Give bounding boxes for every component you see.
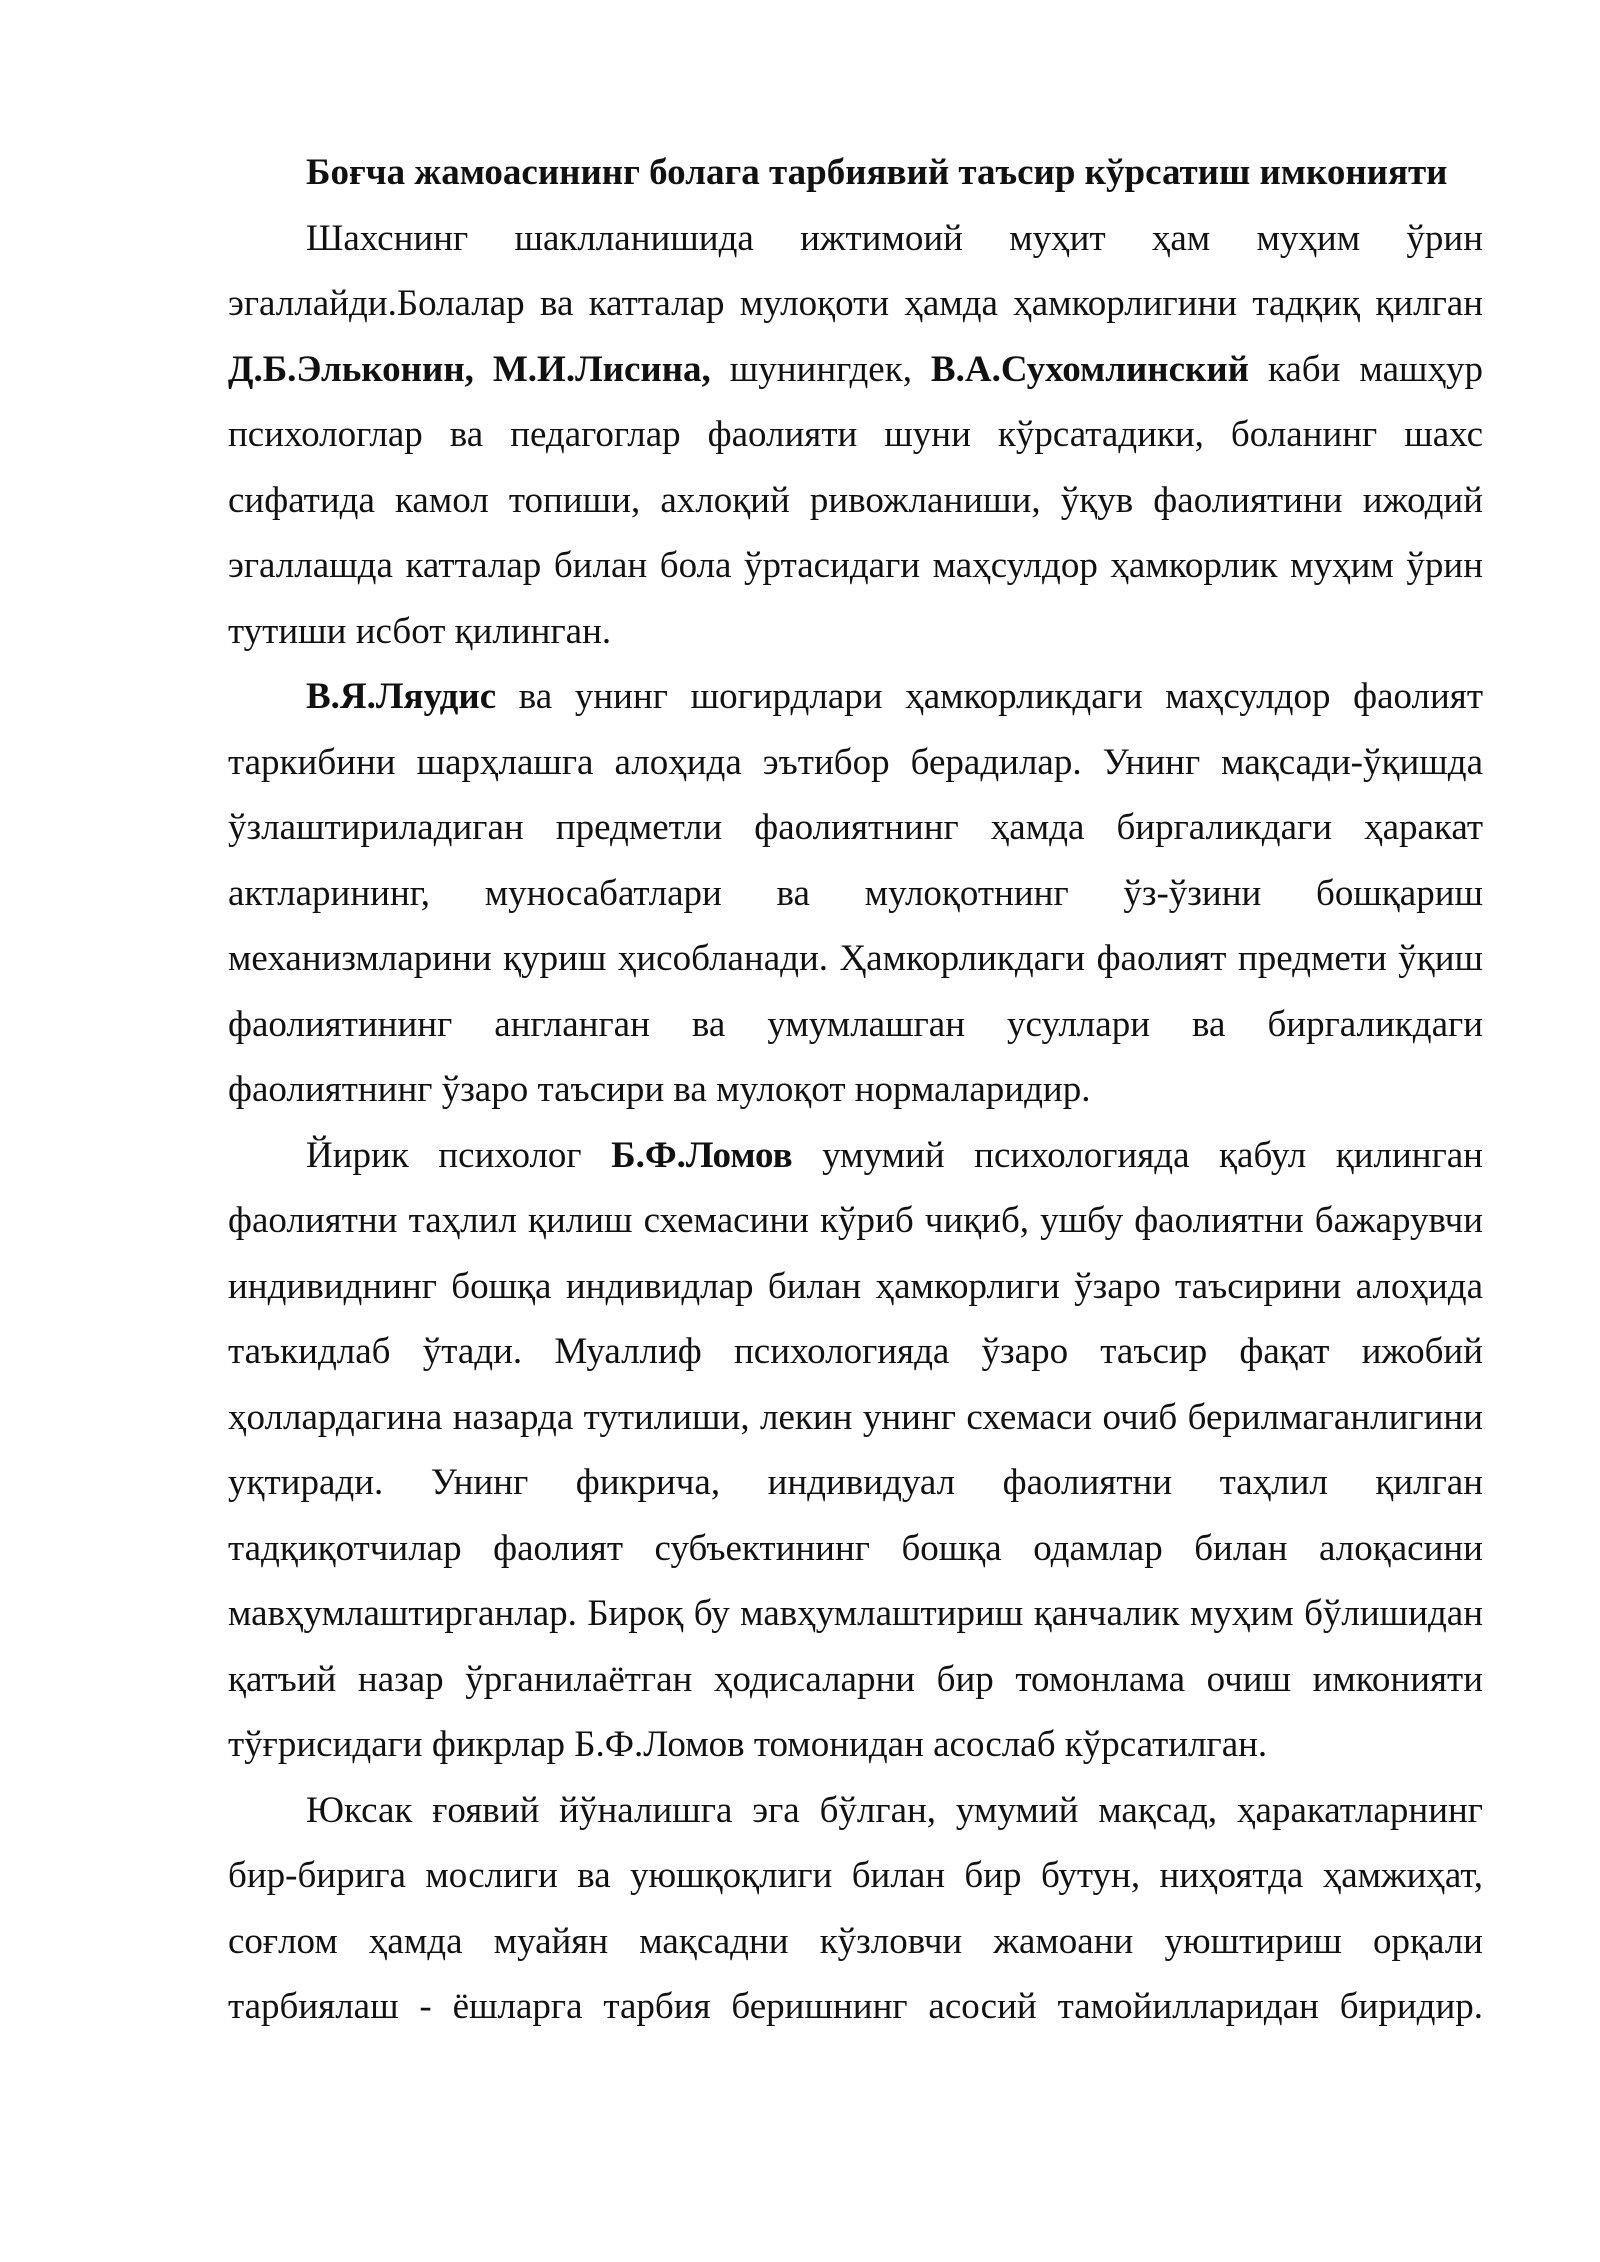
paragraph-4-text-1: Юксак ғоявий йўналишга эга бўлган, умумий мақсад, ҳаракатларнинг бир-бирига мослиги ва уюшқоқлиги билан бир бутун, ниҳоятда ҳамжиҳат, соғлом ҳамда муайян мақсадни кўзловчи жамоани уюштириш орқали тарбиялаш - ёшларга тарбия беришнинг асосий тамойилларидан биридир. xyxy=(228,1789,1483,2027)
paragraph-2-text-1: ва унинг шогирдлари ҳамкорликдаги маҳсулдор фаолият таркибини шарҳлашга алоҳида эътибор берадилар. Унинг мақсади-ўқишда ўзлаштириладиган предметли фаолиятнинг ҳамда биргаликдаги ҳаракат актларининг, муносабатлари ва мулоқотнинг ўз-ўзини бошқариш механизмларини қуриш ҳисобланади. Ҳамкорликдаги фаолият предмети ўқиш фаолиятининг англанган ва умумлашган усуллари ва биргаликдаги фаолиятнинг ўзаро таъсири ва мулоқот нормаларидир. xyxy=(228,676,1483,1110)
author-name-sukhomlinsky: В.А.Сухомлинский xyxy=(930,348,1249,390)
paragraph-3-text-1: Йирик психолог xyxy=(306,1134,612,1176)
paragraph-1 xyxy=(228,206,1483,665)
author-names-elkonin-lisina: Д.Б.Эльконин, М.И.Лисина, xyxy=(228,348,711,390)
paragraph-2 xyxy=(228,664,1483,1123)
paragraph-1-text-2: шунингдек, xyxy=(710,348,931,390)
paragraph-3-text-2: умумий психологияда қабул қилинган фаолиятни таҳлил қилиш схемасини кўриб чиқиб, ушбу фаолиятни бажарувчи индивиднинг бошқа индивидлар билан ҳамкорлиги ўзаро таъсирини алоҳида таъкидлаб ўтади. Муаллиф психологияда ўзаро таъсир фақат ижобий ҳоллардагина назарда тутилиши, лекин унинг схемаси очиб берилмаганлигини уқтиради. Унинг фикрича, индивидуал фаолиятни таҳлил қилган тадқиқотчилар фаолият субъектининг бошқа одамлар билан алоқасини мавҳумлаштирганлар. Бироқ бу мавҳумлаштириш қанчалик муҳим бўлишидан қатъий назар ўрганилаётган ҳодисаларни бир томонлама очиш имконияти тўғрисидаги фикрлар Б.Ф.Ломов томонидан асослаб кўрсатилган. xyxy=(228,1134,1483,1765)
paragraph-4 xyxy=(228,1778,1483,2040)
author-name-lomov: Б.Ф.Ломов xyxy=(611,1134,793,1176)
paragraph-1-text-1: Шахснинг шаклланишида ижтимоий муҳит ҳам муҳим ўрин эгаллайди.Болалар ва катталар мулоқоти ҳамда ҳамкорлигини тадқиқ қилган xyxy=(228,217,1483,324)
author-name-lyaudis: В.Я.Ляудис xyxy=(306,676,497,717)
document-page xyxy=(228,140,1483,2040)
paragraph-1-text-3: каби машҳур психологлар ва педагоглар фаолияти шуни кўрсатадики, боланинг шахс сифатида камол топиши, ахлоқий ривожланиши, ўқув фаолиятини ижодий эгаллашда катталар билан бола ўртасидаги маҳсулдор ҳамкорлик муҳим ўрин тутиши исбот қилинган. xyxy=(228,348,1483,652)
document-heading: Боғча жамоасининг болага тарбиявий таъсир кўрсатиш имконияти xyxy=(306,152,1448,193)
paragraph-3 xyxy=(228,1123,1483,1778)
